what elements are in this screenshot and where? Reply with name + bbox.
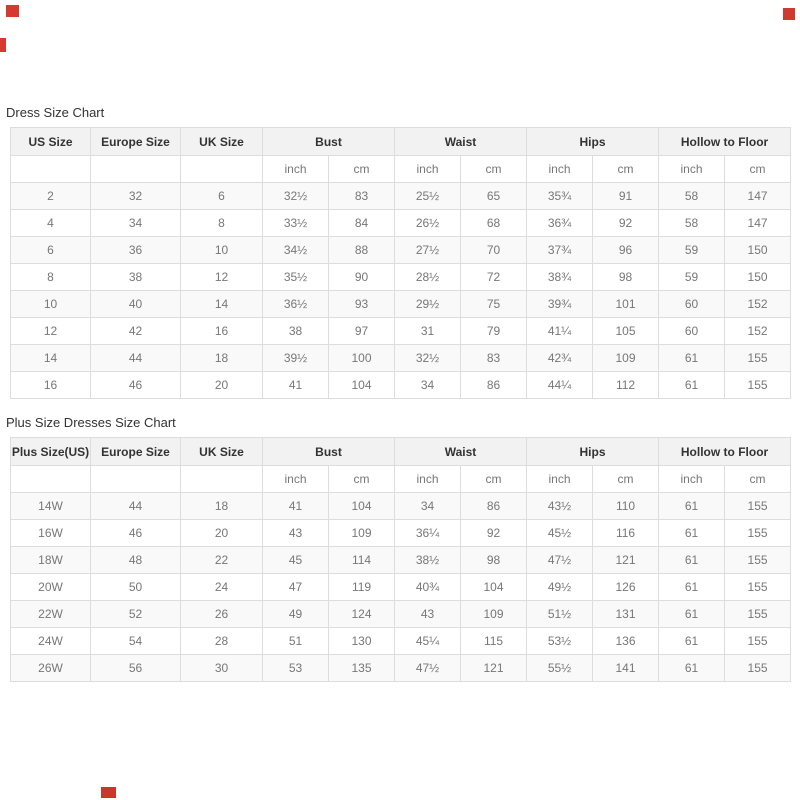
unit-header: cm (725, 156, 791, 183)
unit-header: cm (593, 156, 659, 183)
unit-header: inch (527, 466, 593, 493)
empty-header-cell (181, 156, 263, 183)
table-row (11, 493, 791, 520)
table-cell: 46 (91, 520, 181, 547)
column-header: Waist (395, 438, 527, 466)
table-cell: 14 (11, 345, 91, 372)
table-cell: 34 (395, 372, 461, 399)
table-cell: 59 (659, 264, 725, 291)
table-cell: 44 (91, 493, 181, 520)
table-cell: 92 (461, 520, 527, 547)
table-cell: 39½ (263, 345, 329, 372)
table-cell: 27½ (395, 237, 461, 264)
table-cell: 26W (11, 655, 91, 682)
table-cell: 34½ (263, 237, 329, 264)
table-cell: 61 (659, 601, 725, 628)
table-cell: 84 (329, 210, 395, 237)
table-row (11, 520, 791, 547)
table-cell: 50 (91, 574, 181, 601)
table-cell: 16 (181, 318, 263, 345)
table-cell: 18 (181, 345, 263, 372)
table-cell: 34 (395, 493, 461, 520)
table-cell: 60 (659, 291, 725, 318)
table-cell: 152 (725, 291, 791, 318)
table-cell: 61 (659, 574, 725, 601)
table-cell: 100 (329, 345, 395, 372)
table-cell: 28 (181, 628, 263, 655)
table-cell: 96 (593, 237, 659, 264)
table-cell: 43 (395, 601, 461, 628)
table-cell: 6 (181, 183, 263, 210)
table-cell: 150 (725, 237, 791, 264)
table-cell: 44 (91, 345, 181, 372)
plus-size-chart-table (10, 437, 791, 682)
table-cell: 98 (461, 547, 527, 574)
column-header: Europe Size (91, 128, 181, 156)
table-cell: 45 (263, 547, 329, 574)
table-cell: 116 (593, 520, 659, 547)
table-row (11, 372, 791, 399)
table-cell: 83 (461, 345, 527, 372)
table-cell: 83 (329, 183, 395, 210)
dress-size-chart-title: Dress Size Chart (6, 105, 105, 120)
unit-header-row (11, 156, 791, 183)
table-cell: 104 (329, 493, 395, 520)
table-cell: 147 (725, 210, 791, 237)
table-cell: 30 (181, 655, 263, 682)
table-header-row (11, 128, 791, 156)
table-cell: 18 (181, 493, 263, 520)
table-cell: 51½ (527, 601, 593, 628)
table-cell: 104 (461, 574, 527, 601)
column-header: US Size (11, 128, 91, 156)
table-cell: 114 (329, 547, 395, 574)
table-cell: 25½ (395, 183, 461, 210)
column-header: Bust (263, 128, 395, 156)
column-header: Hips (527, 438, 659, 466)
table-cell: 33½ (263, 210, 329, 237)
column-header: Plus Size(US) (11, 438, 91, 466)
table-cell: 155 (725, 372, 791, 399)
table-cell: 110 (593, 493, 659, 520)
table-row (11, 345, 791, 372)
table-cell: 155 (725, 520, 791, 547)
table-cell: 42 (91, 318, 181, 345)
table-cell: 61 (659, 520, 725, 547)
table-cell: 35¾ (527, 183, 593, 210)
table-row (11, 237, 791, 264)
table-cell: 112 (593, 372, 659, 399)
dress-size-chart-table (10, 127, 791, 399)
table-cell: 61 (659, 655, 725, 682)
empty-header-cell (11, 466, 91, 493)
table-row (11, 264, 791, 291)
table-cell: 124 (329, 601, 395, 628)
table-cell: 49 (263, 601, 329, 628)
table-cell: 16 (11, 372, 91, 399)
table-cell: 43½ (527, 493, 593, 520)
table-cell: 38½ (395, 547, 461, 574)
plus-size-chart-title: Plus Size Dresses Size Chart (6, 415, 176, 430)
table-cell: 115 (461, 628, 527, 655)
table-cell: 65 (461, 183, 527, 210)
red-image-fragment-bottom (101, 787, 116, 798)
table-row (11, 574, 791, 601)
column-header: Europe Size (91, 438, 181, 466)
unit-header: inch (395, 466, 461, 493)
unit-header: inch (395, 156, 461, 183)
table-cell: 88 (329, 237, 395, 264)
table-cell: 131 (593, 601, 659, 628)
table-cell: 55½ (527, 655, 593, 682)
table-cell: 51 (263, 628, 329, 655)
table-cell: 75 (461, 291, 527, 318)
table-cell: 141 (593, 655, 659, 682)
table-cell: 130 (329, 628, 395, 655)
table-cell: 86 (461, 372, 527, 399)
table-cell: 90 (329, 264, 395, 291)
unit-header: cm (725, 466, 791, 493)
table-row (11, 655, 791, 682)
column-header: UK Size (181, 128, 263, 156)
table-cell: 8 (11, 264, 91, 291)
table-cell: 12 (181, 264, 263, 291)
table-cell: 6 (11, 237, 91, 264)
unit-header: inch (263, 466, 329, 493)
table-cell: 22 (181, 547, 263, 574)
table-cell: 2 (11, 183, 91, 210)
table-cell: 31 (395, 318, 461, 345)
table-cell: 10 (181, 237, 263, 264)
column-header: Bust (263, 438, 395, 466)
red-image-fragment-top-left (6, 5, 19, 17)
empty-header-cell (11, 156, 91, 183)
table-row (11, 291, 791, 318)
table-cell: 20 (181, 520, 263, 547)
table-cell: 40¾ (395, 574, 461, 601)
table-cell: 14 (181, 291, 263, 318)
table-cell: 37¾ (527, 237, 593, 264)
table-cell: 41 (263, 372, 329, 399)
table-row (11, 601, 791, 628)
table-cell: 8 (181, 210, 263, 237)
unit-header: cm (593, 466, 659, 493)
table-cell: 61 (659, 372, 725, 399)
unit-header: cm (461, 466, 527, 493)
table-cell: 97 (329, 318, 395, 345)
empty-header-cell (91, 466, 181, 493)
table-cell: 147 (725, 183, 791, 210)
table-cell: 39¾ (527, 291, 593, 318)
table-cell: 155 (725, 601, 791, 628)
table-cell: 36½ (263, 291, 329, 318)
table-cell: 20W (11, 574, 91, 601)
table-cell: 155 (725, 628, 791, 655)
table-cell: 38 (263, 318, 329, 345)
unit-header: inch (659, 156, 725, 183)
table-cell: 101 (593, 291, 659, 318)
table-cell: 91 (593, 183, 659, 210)
table-cell: 35½ (263, 264, 329, 291)
table-cell: 10 (11, 291, 91, 318)
table-cell: 58 (659, 183, 725, 210)
table-cell: 43 (263, 520, 329, 547)
table-cell: 26 (181, 601, 263, 628)
table-cell: 18W (11, 547, 91, 574)
table-cell: 109 (461, 601, 527, 628)
table-cell: 36¾ (527, 210, 593, 237)
table-cell: 52 (91, 601, 181, 628)
table-cell: 61 (659, 547, 725, 574)
table-cell: 38 (91, 264, 181, 291)
table-cell: 26½ (395, 210, 461, 237)
empty-header-cell (181, 466, 263, 493)
table-cell: 68 (461, 210, 527, 237)
unit-header-row (11, 466, 791, 493)
column-header: Hollow to Floor (659, 128, 791, 156)
table-cell: 152 (725, 318, 791, 345)
table-cell: 32½ (263, 183, 329, 210)
table-cell: 155 (725, 655, 791, 682)
table-cell: 16W (11, 520, 91, 547)
table-cell: 45¼ (395, 628, 461, 655)
table-cell: 49½ (527, 574, 593, 601)
table-cell: 4 (11, 210, 91, 237)
column-header: UK Size (181, 438, 263, 466)
table-cell: 28½ (395, 264, 461, 291)
table-cell: 61 (659, 345, 725, 372)
table-cell: 70 (461, 237, 527, 264)
table-cell: 45½ (527, 520, 593, 547)
table-cell: 14W (11, 493, 91, 520)
unit-header: cm (329, 466, 395, 493)
table-cell: 12 (11, 318, 91, 345)
unit-header: inch (263, 156, 329, 183)
table-cell: 42¾ (527, 345, 593, 372)
table-cell: 109 (593, 345, 659, 372)
table-cell: 86 (461, 493, 527, 520)
table-cell: 93 (329, 291, 395, 318)
table-cell: 32 (91, 183, 181, 210)
table-cell: 24 (181, 574, 263, 601)
table-cell: 22W (11, 601, 91, 628)
table-cell: 48 (91, 547, 181, 574)
table-cell: 92 (593, 210, 659, 237)
table-cell: 61 (659, 493, 725, 520)
table-header-row (11, 438, 791, 466)
column-header: Waist (395, 128, 527, 156)
red-image-fragment-top-right (783, 8, 795, 20)
table-cell: 24W (11, 628, 91, 655)
table-cell: 47½ (395, 655, 461, 682)
table-cell: 53 (263, 655, 329, 682)
table-cell: 121 (461, 655, 527, 682)
table-cell: 109 (329, 520, 395, 547)
table-cell: 135 (329, 655, 395, 682)
table-cell: 98 (593, 264, 659, 291)
table-cell: 53½ (527, 628, 593, 655)
table-cell: 121 (593, 547, 659, 574)
table-cell: 79 (461, 318, 527, 345)
table-cell: 34 (91, 210, 181, 237)
table-cell: 59 (659, 237, 725, 264)
table-cell: 126 (593, 574, 659, 601)
table-cell: 155 (725, 574, 791, 601)
table-row (11, 628, 791, 655)
table-cell: 72 (461, 264, 527, 291)
table-cell: 155 (725, 345, 791, 372)
table-cell: 29½ (395, 291, 461, 318)
table-cell: 155 (725, 493, 791, 520)
table-cell: 40 (91, 291, 181, 318)
table-cell: 136 (593, 628, 659, 655)
table-row (11, 210, 791, 237)
unit-header: inch (659, 466, 725, 493)
table-cell: 61 (659, 628, 725, 655)
table-row (11, 318, 791, 345)
table-cell: 36 (91, 237, 181, 264)
table-cell: 20 (181, 372, 263, 399)
table-cell: 41 (263, 493, 329, 520)
table-row (11, 547, 791, 574)
table-cell: 105 (593, 318, 659, 345)
unit-header: inch (527, 156, 593, 183)
table-cell: 56 (91, 655, 181, 682)
table-cell: 47½ (527, 547, 593, 574)
unit-header: cm (329, 156, 395, 183)
table-row (11, 183, 791, 210)
column-header: Hips (527, 128, 659, 156)
table-cell: 60 (659, 318, 725, 345)
table-cell: 54 (91, 628, 181, 655)
table-cell: 32½ (395, 345, 461, 372)
table-cell: 44¼ (527, 372, 593, 399)
table-cell: 150 (725, 264, 791, 291)
table-cell: 36¼ (395, 520, 461, 547)
table-cell: 46 (91, 372, 181, 399)
table-cell: 119 (329, 574, 395, 601)
table-cell: 58 (659, 210, 725, 237)
table-cell: 104 (329, 372, 395, 399)
table-cell: 41¼ (527, 318, 593, 345)
empty-header-cell (91, 156, 181, 183)
table-cell: 47 (263, 574, 329, 601)
table-cell: 38¾ (527, 264, 593, 291)
unit-header: cm (461, 156, 527, 183)
table-cell: 155 (725, 547, 791, 574)
column-header: Hollow to Floor (659, 438, 791, 466)
red-image-fragment-left-edge (0, 38, 6, 52)
